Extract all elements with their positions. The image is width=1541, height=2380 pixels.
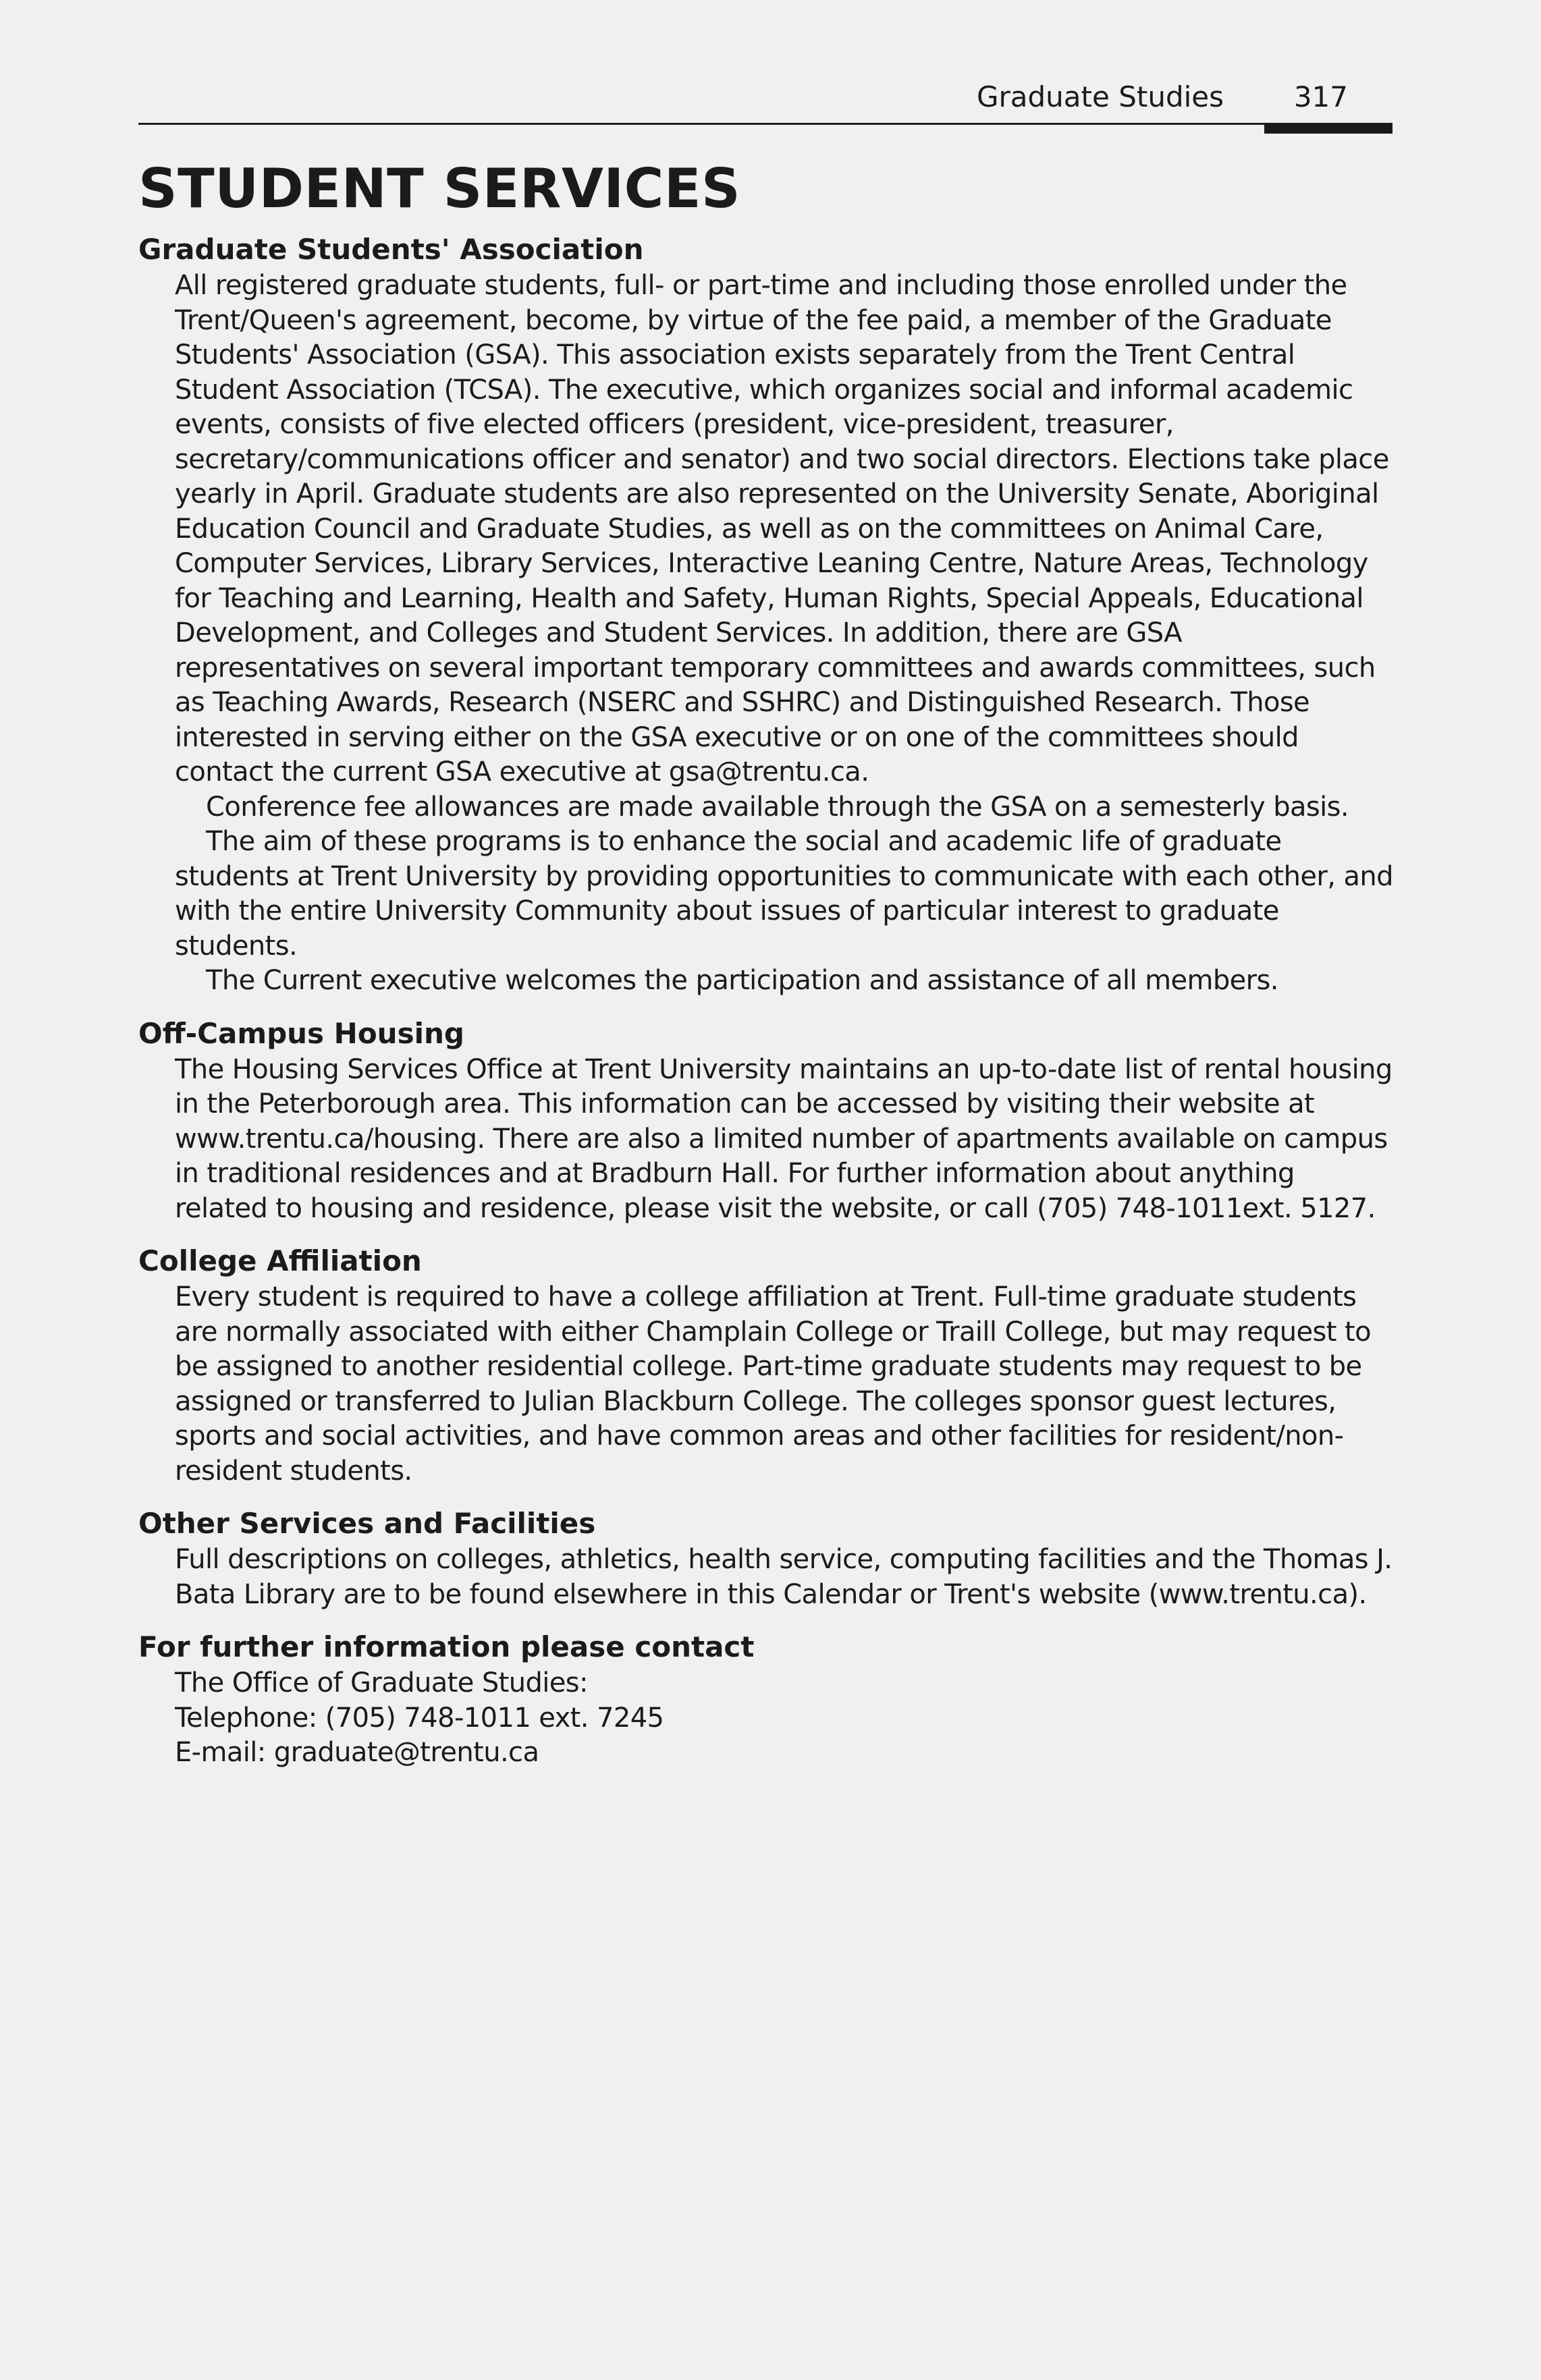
section-heading: Off-Campus Housing xyxy=(138,1016,464,1050)
paragraph: Full descriptions on colleges, athletics, health service, computing facilities and the Thomas J. Bata Library are to be found elsewhere in this Calendar or Trent's website (www.trentu.ca). xyxy=(175,1544,1393,1610)
contact-telephone: Telephone: (705) 748-1011 ext. 7245 xyxy=(175,1702,664,1734)
section-body xyxy=(138,1053,1394,1227)
paragraph: The Housing Services Office at Trent University maintains an up-to-date list of rental housing in the Peterborough area. This information can be accessed by visiting their website at www.trentu.ca/housing. There are also a limited number of apartments available on campus in traditional residences and at Bradburn Hall. For further information about anything related to housing and residence, please visit the website, or call (705) 748-1011ext. 5127. xyxy=(175,1053,1393,1224)
paragraph: All registered graduate students, full- or part-time and including those enrolled under the Trent/Queen's agreement, become, by virtue of the fee paid, a member of the Graduate Students' Association (GSA). This association exists separately from the Trent Central Student Association (TCSA). The executive, which organizes social and informal academic events, consists of five elected officers (president, vice-president, treasurer, secretary/communications officer and senator) and two social directors. Elections take place yearly in April. Graduate students are also represented on the University Senate, Aboriginal Education Council and Graduate Studies, as well as on the committees on Animal Care, Computer Services, Library Services, Interactive Leaning Centre, Nature Areas, Technology for Teaching and Learning, Health and Safety, Human Rights, Special Appeals, Educational Development, and Colleges and Student Services. In addition, there are GSA representatives on several important temporary committees and awards committees, such as Teaching Awards, Research (NSERC and SSHRC) and Distinguished Research. Those interested in serving either on the GSA executive or on one of the committees should contact the current GSA executive at gsa@trentu.ca. xyxy=(175,270,1389,787)
section-heading: Graduate Students' Association xyxy=(138,233,644,266)
paragraph: The aim of these programs is to enhance the social and academic life of graduate students at Trent University by providing opportunities to communicate with each other, and with the entire University Community about issues of particular interest to graduate students. xyxy=(175,826,1393,962)
contact-office: The Office of Graduate Studies: xyxy=(175,1667,588,1698)
section-graduate-students-association xyxy=(138,231,1394,999)
section-other-services xyxy=(138,1505,1394,1612)
section-body xyxy=(138,1543,1394,1612)
page-title: STUDENT SERVICES xyxy=(138,157,741,220)
section-body xyxy=(138,1280,1394,1489)
contact-email: E-mail: graduate@trentu.ca xyxy=(175,1737,539,1768)
section-body xyxy=(138,269,1394,999)
paragraph: Conference fee allowances are made available through the GSA on a semesterly basis. xyxy=(206,791,1349,823)
page-number: 317 xyxy=(1293,80,1348,113)
page-content xyxy=(138,157,1394,1787)
section-contact xyxy=(138,1628,1394,1771)
section-heading: College Affiliation xyxy=(138,1244,422,1277)
paragraph: The Current executive welcomes the participation and assistance of all members. xyxy=(206,965,1278,996)
section-off-campus-housing xyxy=(138,1015,1394,1227)
running-header xyxy=(138,76,1393,127)
section-heading: Other Services and Facilities xyxy=(138,1507,596,1540)
section-heading: For further information please contact xyxy=(138,1630,755,1663)
header-rule xyxy=(138,123,1393,125)
header-section-title: Graduate Studies xyxy=(976,80,1224,113)
section-college-affiliation xyxy=(138,1242,1394,1489)
header-rule-accent xyxy=(1264,123,1393,134)
paragraph: Every student is required to have a college affiliation at Trent. Full-time graduate students are normally associated with either Champlain College or Traill College, but may request to be assigned to another residential college. Part-time graduate students may request to be assigned or transferred to Julian Blackburn College. The colleges sponsor guest lectures, sports and social activities, and have common areas and other facilities for resident/non-resident students. xyxy=(175,1281,1371,1487)
contact-block xyxy=(138,1666,1394,1771)
